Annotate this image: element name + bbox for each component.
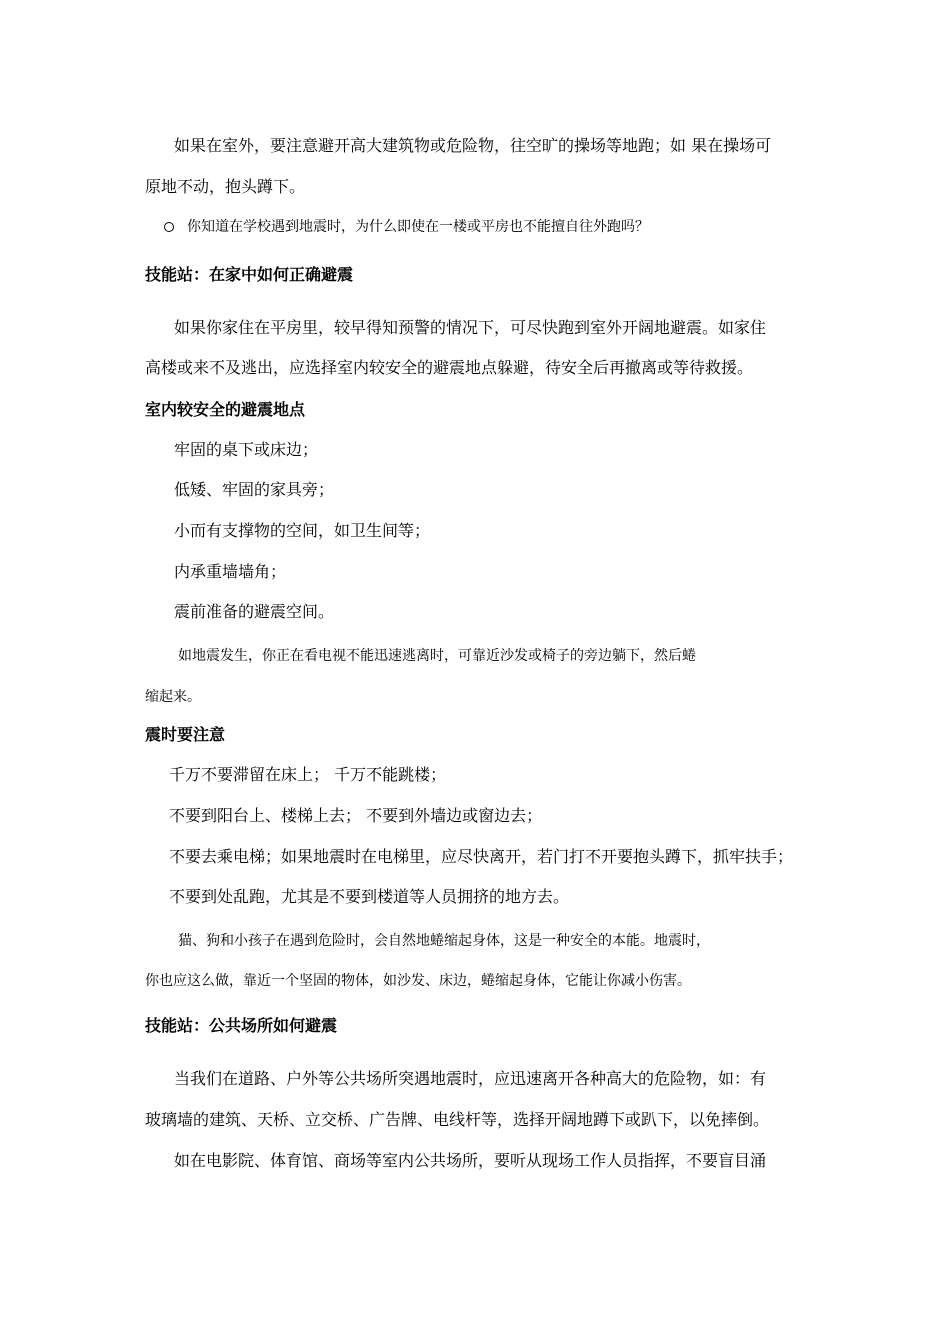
paragraph-indoor-public-line-1: 如在电影院、体育馆、商场等室内公共场所，要听从现场工作人员指挥，不要盲目涌	[174, 1151, 767, 1170]
list-item-caution: 不要到处乱跑，尤其是不要到楼道等人员拥挤的地方去。	[169, 887, 570, 906]
list-item-safe-spot: 牢固的桌下或床边；	[174, 440, 319, 459]
tip-curl-up-line-2: 你也应这么做，靠近一个坚固的物体，如沙发、床边，蜷缩起身体，它能让你减小伤害。	[145, 973, 691, 989]
bullet-circle-icon	[164, 222, 174, 232]
heading-public-places: 技能站：公共场所如何避震	[145, 1016, 338, 1035]
list-item-safe-spot: 内承重墙墙角；	[174, 562, 287, 581]
heading-during-quake: 震时要注意	[145, 725, 226, 744]
tip-curl-up-line-1: 猫、狗和小孩子在遇到危险时，会自然地蜷缩起身体，这是一种安全的本能。地震时，	[178, 933, 710, 949]
paragraph-public-line-2: 玻璃墙的建筑、天桥、立交桥、广告牌、电线杆等，选择开阔地蹲下或趴下，以免摔倒。	[145, 1110, 770, 1129]
paragraph-outdoor-line-1: 如果在室外，要注意避开高大建筑物或危险物，往空旷的操场等地跑；如 果在操场可	[174, 136, 772, 155]
question-school: 你知道在学校遇到地震时，为什么即使在一楼或平房也不能擅自往外跑吗？	[187, 219, 649, 235]
list-item-safe-spot: 小而有支撑物的空间，如卫生间等；	[174, 521, 431, 540]
list-item-safe-spot: 震前准备的避震空间。	[174, 602, 335, 621]
list-item-caution: 不要去乘电梯；如果地震时在电梯里，应尽快离开，若门打不开要抱头蹲下，抓牢扶手；	[169, 847, 794, 866]
paragraph-outdoor-line-2: 原地不动，抱头蹲下。	[145, 177, 306, 196]
paragraph-public-line-1: 当我们在道路、户外等公共场所突遇地震时，应迅速离开各种高大的危险物，如：有	[174, 1069, 767, 1088]
tip-tv-line-2: 缩起来。	[145, 689, 201, 705]
tip-tv-line-1: 如地震发生，你正在看电视不能迅速逃离时，可靠近沙发或椅子的旁边躺下，然后蜷	[178, 648, 696, 664]
list-item-caution: 不要到阳台上、楼梯上去； 不要到外墙边或窗边去；	[169, 806, 543, 825]
heading-safe-spots: 室内较安全的避震地点	[145, 400, 306, 419]
list-item-safe-spot: 低矮、牢固的家具旁；	[174, 480, 335, 499]
list-item-caution: 千万不要滞留在床上； 千万不能跳楼；	[169, 765, 447, 784]
paragraph-home-line-2: 高楼或来不及逃出，应选择室内较安全的避震地点躲避，待安全后再撤离或等待救援。	[145, 358, 754, 377]
paragraph-home-line-1: 如果你家住在平房里，较早得知预警的情况下，可尽快跑到室外开阔地避震。如家住	[174, 318, 767, 337]
heading-home-shelter: 技能站：在家中如何正确避震	[145, 265, 354, 284]
